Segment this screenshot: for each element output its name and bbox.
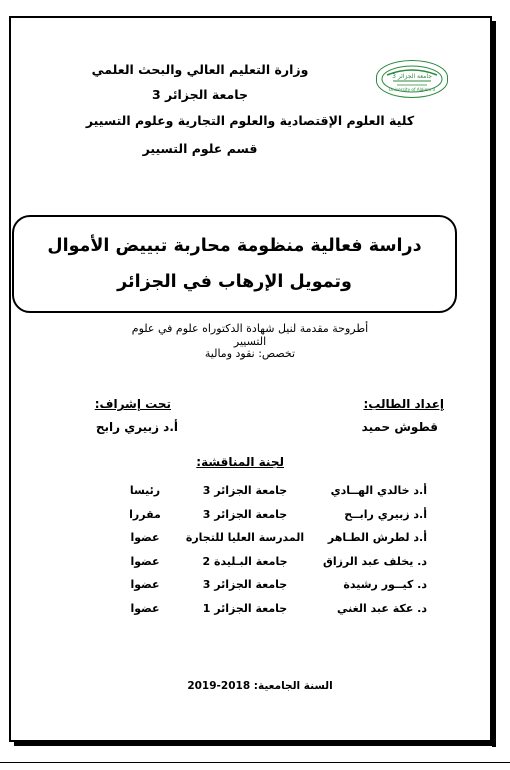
- member-institution: المدرسة العليا للتجارة: [185, 531, 305, 545]
- table-row: [115, 479, 427, 503]
- member-role: رئيسا: [129, 484, 161, 498]
- member-role: عضوا: [130, 554, 160, 568]
- member-role: عضوا: [130, 578, 160, 592]
- table-row: [115, 503, 427, 527]
- member-role: مقررا: [129, 507, 161, 521]
- member-institution: جامعة الجزائر 3: [202, 484, 288, 498]
- logo-arabic-text: جامعة الجزائر 3: [392, 73, 432, 80]
- thesis-title-line-1: دراسة فعالية منظومة محاربة تبييض الأموال: [47, 236, 422, 256]
- thesis-specialty: تخصص: نقود ومالية: [204, 347, 296, 360]
- logo-latin-text: University of Algiers 3: [388, 87, 436, 92]
- supervisor-name: أ.د زبيري رابح: [95, 420, 178, 434]
- table-row: [115, 526, 427, 550]
- page-border-shadow-right: [492, 21, 496, 747]
- member-name: أ.د لطرش الطـاهر: [327, 531, 427, 545]
- page-border-shadow-bottom: [14, 742, 496, 746]
- member-institution: جامعة البـليدة 2: [202, 554, 288, 568]
- member-role: عضوا: [130, 601, 160, 615]
- table-row: [115, 597, 427, 621]
- member-name: د. كيــور رشيدة: [343, 578, 427, 592]
- committee-table: [115, 479, 427, 620]
- academic-year: السنة الجامعية: 2018-2019: [187, 680, 333, 692]
- faculty-name: كلية العلوم الإقتصادية والعلوم التجارية وعلوم التسيير: [85, 113, 415, 128]
- university-seal-icon: [379, 63, 445, 95]
- ministry-name: وزارة التعليم العالي والبحث العلمي: [91, 62, 309, 77]
- committee-label: لجنة المناقشة:: [196, 455, 284, 469]
- member-name: أ.د زبيري رابــح: [344, 507, 427, 521]
- member-institution: جامعة الجزائر 3: [202, 578, 288, 592]
- university-name: جامعة الجزائر 3: [151, 87, 248, 102]
- thesis-description: أطروحة مقدمة لنيل شهادة الدكتوراه علوم في علوم التسيير: [131, 322, 369, 348]
- member-name: د. يخلف عبد الرزاق: [322, 554, 427, 568]
- bottom-rule: [0, 762, 510, 763]
- member-institution: جامعة الجزائر 1: [202, 601, 288, 615]
- university-logo: [376, 60, 448, 98]
- table-row: [115, 550, 427, 574]
- member-name: أ.د خالدي الهــادي: [330, 484, 427, 498]
- student-name: قطوش حميد: [361, 420, 438, 434]
- member-name: د. عكة عبد الغني: [337, 601, 427, 615]
- member-role: عضوا: [130, 531, 160, 545]
- thesis-title-box: [12, 215, 457, 313]
- thesis-title-line-2: وتمويل الإرهاب في الجزائر: [117, 272, 352, 292]
- supervisor-label: تحت إشراف:: [94, 397, 171, 411]
- student-label: إعداد الطالب:: [363, 397, 444, 411]
- table-row: [115, 573, 427, 597]
- department-name: قسم علوم التسيير: [142, 141, 258, 156]
- member-institution: جامعة الجزائر 3: [202, 507, 288, 521]
